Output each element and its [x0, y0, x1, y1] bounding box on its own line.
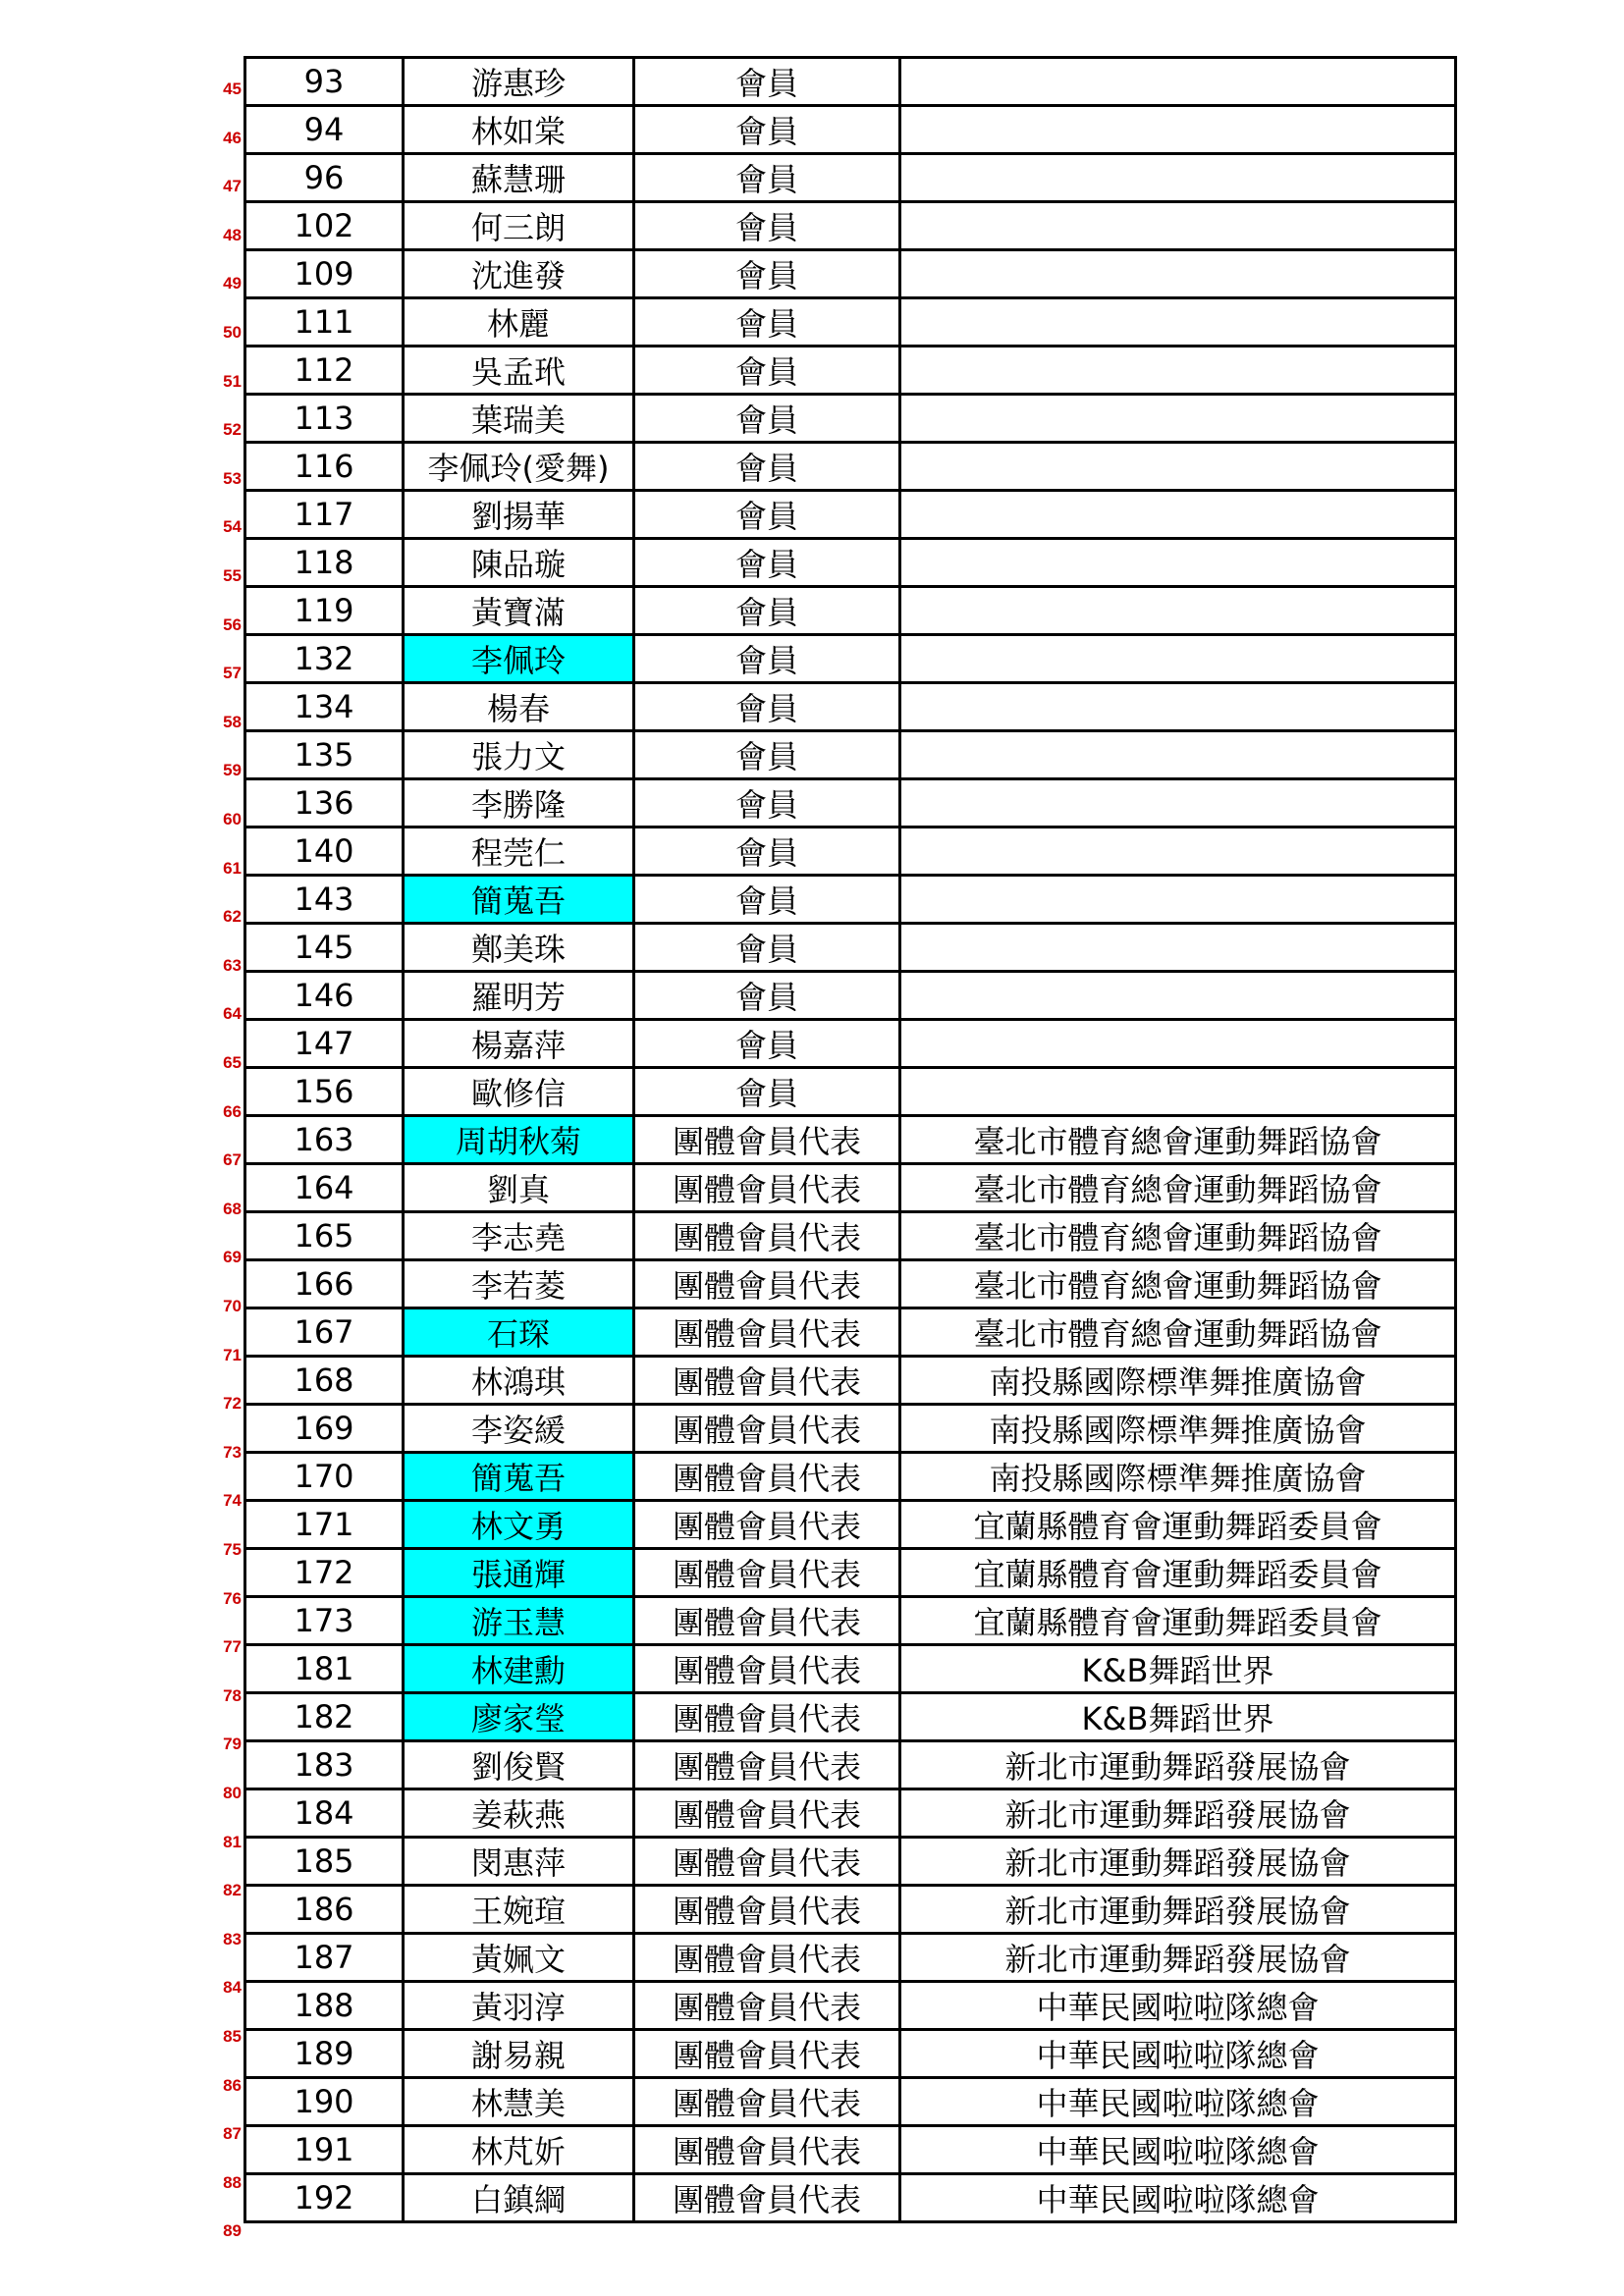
member-organization-cell — [900, 876, 1456, 924]
member-name-cell: 葉瑞美 — [404, 395, 634, 443]
spreadsheet-row-number: 79 — [223, 1735, 242, 1754]
table-row — [245, 1212, 1456, 1260]
spreadsheet-row-number: 85 — [223, 2027, 242, 2046]
member-organization-cell — [900, 250, 1456, 298]
member-role-cell: 團體會員代表 — [634, 2030, 900, 2078]
member-number-cell: 145 — [245, 924, 404, 972]
member-name-cell: 簡蒐吾 — [404, 876, 634, 924]
member-number-cell: 173 — [245, 1597, 404, 1645]
spreadsheet-row-number: 66 — [223, 1101, 242, 1121]
member-number-cell: 168 — [245, 1357, 404, 1405]
member-name-cell: 李佩玲 — [404, 635, 634, 683]
member-role-cell: 會員 — [634, 828, 900, 876]
member-role-cell: 會員 — [634, 106, 900, 154]
table-row — [245, 1501, 1456, 1549]
member-organization-cell: 新北市運動舞蹈發展協會 — [900, 1886, 1456, 1934]
member-name-cell: 姜萩燕 — [404, 1789, 634, 1838]
member-name-cell: 李志堯 — [404, 1212, 634, 1260]
table-row — [245, 1838, 1456, 1886]
member-number-cell: 166 — [245, 1260, 404, 1308]
member-name-cell: 李若菱 — [404, 1260, 634, 1308]
member-role-cell: 會員 — [634, 347, 900, 395]
member-name-cell: 李姿緩 — [404, 1405, 634, 1453]
member-name-cell: 王婉瑄 — [404, 1886, 634, 1934]
member-number-cell: 191 — [245, 2126, 404, 2174]
member-name-cell: 劉真 — [404, 1164, 634, 1212]
table-row — [245, 1789, 1456, 1838]
spreadsheet-row-number: 89 — [223, 2221, 242, 2241]
member-organization-cell: 中華民國啦啦隊總會 — [900, 2030, 1456, 2078]
spreadsheet-row-number: 55 — [223, 566, 242, 585]
member-number-cell: 181 — [245, 1645, 404, 1693]
table-row — [245, 1934, 1456, 1982]
member-role-cell: 會員 — [634, 1068, 900, 1116]
spreadsheet-row-number: 65 — [223, 1053, 242, 1072]
member-organization-cell — [900, 731, 1456, 779]
table-row — [245, 395, 1456, 443]
member-name-cell: 林文勇 — [404, 1501, 634, 1549]
member-organization-cell — [900, 154, 1456, 202]
member-role-cell: 會員 — [634, 1020, 900, 1068]
table-row — [245, 1982, 1456, 2030]
spreadsheet-row-number: 56 — [223, 614, 242, 634]
member-role-cell: 會員 — [634, 395, 900, 443]
member-organization-cell — [900, 491, 1456, 539]
member-role-cell: 會員 — [634, 587, 900, 635]
member-name-cell: 黃羽淳 — [404, 1982, 634, 2030]
member-name-cell: 林建勳 — [404, 1645, 634, 1693]
member-name-cell: 陳品璇 — [404, 539, 634, 587]
spreadsheet-row-number: 62 — [223, 907, 242, 927]
member-name-cell: 林慧美 — [404, 2078, 634, 2126]
table-row — [245, 2030, 1456, 2078]
table-row — [245, 1597, 1456, 1645]
member-number-cell: 117 — [245, 491, 404, 539]
member-role-cell: 團體會員代表 — [634, 1405, 900, 1453]
member-table-body — [245, 58, 1456, 2222]
member-name-cell: 羅明芳 — [404, 972, 634, 1020]
table-row — [245, 2174, 1456, 2222]
spreadsheet-row-number: 78 — [223, 1685, 242, 1705]
table-row — [245, 2126, 1456, 2174]
member-role-cell: 會員 — [634, 250, 900, 298]
table-row — [245, 2078, 1456, 2126]
spreadsheet-row-number: 60 — [223, 810, 242, 828]
member-name-cell: 謝易親 — [404, 2030, 634, 2078]
spreadsheet-row-number: 72 — [223, 1394, 242, 1414]
member-role-cell: 會員 — [634, 202, 900, 250]
table-row — [245, 1453, 1456, 1501]
member-name-cell: 林麗 — [404, 298, 634, 347]
member-name-cell: 林鴻琪 — [404, 1357, 634, 1405]
member-role-cell: 團體會員代表 — [634, 1838, 900, 1886]
table-row — [245, 1164, 1456, 1212]
member-name-cell: 閔惠萍 — [404, 1838, 634, 1886]
member-role-cell: 會員 — [634, 924, 900, 972]
member-number-cell: 183 — [245, 1741, 404, 1789]
table-row — [245, 443, 1456, 491]
member-organization-cell: 臺北市體育總會運動舞蹈協會 — [900, 1308, 1456, 1357]
member-number-cell: 118 — [245, 539, 404, 587]
member-number-cell: 146 — [245, 972, 404, 1020]
member-role-cell: 會員 — [634, 58, 900, 106]
spreadsheet-row-number: 68 — [223, 1199, 242, 1218]
member-name-cell: 黃寶滿 — [404, 587, 634, 635]
spreadsheet-row-number: 71 — [223, 1345, 242, 1364]
spreadsheet-row-number: 74 — [223, 1491, 242, 1511]
member-name-cell: 歐修信 — [404, 1068, 634, 1116]
member-role-cell: 團體會員代表 — [634, 1453, 900, 1501]
member-organization-cell — [900, 539, 1456, 587]
member-role-cell: 會員 — [634, 539, 900, 587]
member-number-cell: 169 — [245, 1405, 404, 1453]
member-organization-cell — [900, 972, 1456, 1020]
member-table — [244, 56, 1457, 2223]
table-row — [245, 1357, 1456, 1405]
member-number-cell: 184 — [245, 1789, 404, 1838]
member-name-cell: 石琛 — [404, 1308, 634, 1357]
member-number-cell: 119 — [245, 587, 404, 635]
member-number-cell: 113 — [245, 395, 404, 443]
spreadsheet-row-number: 82 — [223, 1881, 242, 1900]
spreadsheet-row-number: 45 — [223, 80, 242, 98]
member-organization-cell: 宜蘭縣體育會運動舞蹈委員會 — [900, 1501, 1456, 1549]
spreadsheet-row-number: 46 — [223, 128, 242, 147]
member-role-cell: 團體會員代表 — [634, 1212, 900, 1260]
spreadsheet-row-number: 51 — [223, 371, 242, 391]
member-role-cell: 會員 — [634, 972, 900, 1020]
member-role-cell: 團體會員代表 — [634, 1789, 900, 1838]
member-name-cell: 劉俊賢 — [404, 1741, 634, 1789]
member-number-cell: 102 — [245, 202, 404, 250]
table-row — [245, 1741, 1456, 1789]
spreadsheet-row-number: 77 — [223, 1637, 242, 1657]
member-organization-cell: 臺北市體育總會運動舞蹈協會 — [900, 1164, 1456, 1212]
table-row — [245, 298, 1456, 347]
member-role-cell: 團體會員代表 — [634, 2174, 900, 2222]
member-number-cell: 167 — [245, 1308, 404, 1357]
member-role-cell: 會員 — [634, 731, 900, 779]
member-role-cell: 會員 — [634, 779, 900, 828]
member-organization-cell: 臺北市體育總會運動舞蹈協會 — [900, 1260, 1456, 1308]
member-organization-cell — [900, 298, 1456, 347]
member-organization-cell — [900, 395, 1456, 443]
member-organization-cell: 新北市運動舞蹈發展協會 — [900, 1934, 1456, 1982]
member-name-cell: 劉揚華 — [404, 491, 634, 539]
table-row — [245, 491, 1456, 539]
spreadsheet-row-number: 54 — [223, 517, 242, 537]
member-organization-cell — [900, 779, 1456, 828]
member-number-cell: 163 — [245, 1116, 404, 1164]
table-row — [245, 106, 1456, 154]
table-row — [245, 779, 1456, 828]
spreadsheet-row-number: 88 — [223, 2172, 242, 2192]
table-row — [245, 202, 1456, 250]
table-row — [245, 683, 1456, 731]
table-row — [245, 924, 1456, 972]
member-organization-cell — [900, 443, 1456, 491]
table-row — [245, 828, 1456, 876]
member-number-cell: 135 — [245, 731, 404, 779]
member-number-cell: 171 — [245, 1501, 404, 1549]
spreadsheet-row-number: 61 — [223, 858, 242, 878]
member-organization-cell — [900, 924, 1456, 972]
member-number-cell: 188 — [245, 1982, 404, 2030]
member-number-cell: 192 — [245, 2174, 404, 2222]
member-name-cell: 蘇慧珊 — [404, 154, 634, 202]
member-role-cell: 團體會員代表 — [634, 1260, 900, 1308]
spreadsheet-row-number: 64 — [223, 1004, 242, 1024]
member-name-cell: 游惠珍 — [404, 58, 634, 106]
member-role-cell: 團體會員代表 — [634, 1645, 900, 1693]
spreadsheet-row-number: 83 — [223, 1929, 242, 1949]
member-organization-cell — [900, 828, 1456, 876]
spreadsheet-row-number: 59 — [223, 761, 242, 780]
table-row — [245, 587, 1456, 635]
member-number-cell: 143 — [245, 876, 404, 924]
member-name-cell: 黃姵文 — [404, 1934, 634, 1982]
spreadsheet-row-number: 52 — [223, 420, 242, 440]
member-organization-cell — [900, 587, 1456, 635]
member-name-cell: 簡蒐吾 — [404, 1453, 634, 1501]
member-organization-cell: 南投縣國際標準舞推廣協會 — [900, 1405, 1456, 1453]
member-number-cell: 187 — [245, 1934, 404, 1982]
member-number-cell: 156 — [245, 1068, 404, 1116]
spreadsheet-row-number: 50 — [223, 323, 242, 342]
member-name-cell: 鄭美珠 — [404, 924, 634, 972]
member-organization-cell: 臺北市體育總會運動舞蹈協會 — [900, 1212, 1456, 1260]
member-name-cell: 張通輝 — [404, 1549, 634, 1597]
spreadsheet-row-number: 69 — [223, 1248, 242, 1267]
member-organization-cell — [900, 347, 1456, 395]
table-row — [245, 154, 1456, 202]
spreadsheet-row-number: 73 — [223, 1442, 242, 1462]
table-row — [245, 876, 1456, 924]
table-row — [245, 58, 1456, 106]
member-number-cell: 190 — [245, 2078, 404, 2126]
spreadsheet-row-number: 81 — [223, 1832, 242, 1851]
member-number-cell: 140 — [245, 828, 404, 876]
spreadsheet-row-number: 80 — [223, 1784, 242, 1802]
member-organization-cell — [900, 1068, 1456, 1116]
member-number-cell: 112 — [245, 347, 404, 395]
member-number-cell: 147 — [245, 1020, 404, 1068]
member-role-cell: 會員 — [634, 491, 900, 539]
member-role-cell: 會員 — [634, 298, 900, 347]
table-row — [245, 539, 1456, 587]
member-number-cell: 136 — [245, 779, 404, 828]
member-organization-cell: K&B舞蹈世界 — [900, 1645, 1456, 1693]
table-row — [245, 1405, 1456, 1453]
spreadsheet-row-number: 57 — [223, 664, 242, 683]
member-role-cell: 會員 — [634, 635, 900, 683]
member-organization-cell — [900, 202, 1456, 250]
member-organization-cell: 宜蘭縣體育會運動舞蹈委員會 — [900, 1597, 1456, 1645]
member-number-cell: 111 — [245, 298, 404, 347]
spreadsheet-row-number: 84 — [223, 1978, 242, 1998]
table-row — [245, 1068, 1456, 1116]
spreadsheet-row-number: 53 — [223, 468, 242, 488]
member-number-cell: 93 — [245, 58, 404, 106]
spreadsheet-row-number: 87 — [223, 2124, 242, 2144]
table-row — [245, 1260, 1456, 1308]
table-row — [245, 1308, 1456, 1357]
member-role-cell: 會員 — [634, 443, 900, 491]
member-organization-cell — [900, 1020, 1456, 1068]
member-number-cell: 189 — [245, 2030, 404, 2078]
member-number-cell: 165 — [245, 1212, 404, 1260]
spreadsheet-row-number: 86 — [223, 2075, 242, 2095]
member-role-cell: 團體會員代表 — [634, 2078, 900, 2126]
member-name-cell: 楊嘉萍 — [404, 1020, 634, 1068]
member-organization-cell — [900, 106, 1456, 154]
table-row — [245, 250, 1456, 298]
member-name-cell: 吳孟玳 — [404, 347, 634, 395]
member-organization-cell: 南投縣國際標準舞推廣協會 — [900, 1357, 1456, 1405]
spreadsheet-row-number: 49 — [223, 274, 242, 294]
member-number-cell: 185 — [245, 1838, 404, 1886]
member-organization-cell — [900, 58, 1456, 106]
member-role-cell: 團體會員代表 — [634, 1886, 900, 1934]
member-number-cell: 186 — [245, 1886, 404, 1934]
member-role-cell: 會員 — [634, 683, 900, 731]
table-row — [245, 731, 1456, 779]
member-role-cell: 團體會員代表 — [634, 1982, 900, 2030]
table-row — [245, 1886, 1456, 1934]
member-organization-cell: 中華民國啦啦隊總會 — [900, 1982, 1456, 2030]
member-role-cell: 團體會員代表 — [634, 1693, 900, 1741]
member-name-cell: 林芃妡 — [404, 2126, 634, 2174]
member-name-cell: 何三朗 — [404, 202, 634, 250]
member-name-cell: 楊春 — [404, 683, 634, 731]
member-number-cell: 182 — [245, 1693, 404, 1741]
member-role-cell: 團體會員代表 — [634, 1741, 900, 1789]
table-row — [245, 1549, 1456, 1597]
member-role-cell: 團體會員代表 — [634, 1549, 900, 1597]
member-number-cell: 134 — [245, 683, 404, 731]
member-name-cell: 白鎮綱 — [404, 2174, 634, 2222]
member-organization-cell: 宜蘭縣體育會運動舞蹈委員會 — [900, 1549, 1456, 1597]
spreadsheet-row-number: 48 — [223, 225, 242, 244]
table-row — [245, 1116, 1456, 1164]
spreadsheet-row-number: 58 — [223, 712, 242, 731]
member-role-cell: 團體會員代表 — [634, 2126, 900, 2174]
member-number-cell: 172 — [245, 1549, 404, 1597]
table-row — [245, 1645, 1456, 1693]
member-organization-cell: 中華民國啦啦隊總會 — [900, 2174, 1456, 2222]
table-row — [245, 972, 1456, 1020]
spreadsheet-row-number: 67 — [223, 1150, 242, 1170]
member-organization-cell: 臺北市體育總會運動舞蹈協會 — [900, 1116, 1456, 1164]
member-role-cell: 團體會員代表 — [634, 1357, 900, 1405]
member-role-cell: 團體會員代表 — [634, 1164, 900, 1212]
member-organization-cell — [900, 683, 1456, 731]
member-name-cell: 林如棠 — [404, 106, 634, 154]
member-name-cell: 李佩玲(愛舞) — [404, 443, 634, 491]
member-organization-cell: 中華民國啦啦隊總會 — [900, 2078, 1456, 2126]
member-name-cell: 游玉慧 — [404, 1597, 634, 1645]
member-role-cell: 團體會員代表 — [634, 1597, 900, 1645]
member-organization-cell: 新北市運動舞蹈發展協會 — [900, 1741, 1456, 1789]
spreadsheet-row-number: 63 — [223, 955, 242, 975]
member-organization-cell: K&B舞蹈世界 — [900, 1693, 1456, 1741]
member-number-cell: 170 — [245, 1453, 404, 1501]
member-name-cell: 張力文 — [404, 731, 634, 779]
member-name-cell: 程莞仁 — [404, 828, 634, 876]
member-organization-cell — [900, 635, 1456, 683]
member-role-cell: 團體會員代表 — [634, 1934, 900, 1982]
member-organization-cell: 新北市運動舞蹈發展協會 — [900, 1838, 1456, 1886]
member-role-cell: 團體會員代表 — [634, 1116, 900, 1164]
spreadsheet-row-number: 75 — [223, 1540, 242, 1559]
table-row — [245, 347, 1456, 395]
member-name-cell: 廖家瑩 — [404, 1693, 634, 1741]
member-number-cell: 96 — [245, 154, 404, 202]
member-number-cell: 164 — [245, 1164, 404, 1212]
member-role-cell: 會員 — [634, 876, 900, 924]
member-organization-cell: 中華民國啦啦隊總會 — [900, 2126, 1456, 2174]
member-name-cell: 李勝隆 — [404, 779, 634, 828]
member-number-cell: 116 — [245, 443, 404, 491]
member-number-cell: 132 — [245, 635, 404, 683]
member-role-cell: 會員 — [634, 154, 900, 202]
table-row — [245, 1693, 1456, 1741]
member-name-cell: 周胡秋菊 — [404, 1116, 634, 1164]
member-organization-cell: 南投縣國際標準舞推廣協會 — [900, 1453, 1456, 1501]
member-role-cell: 團體會員代表 — [634, 1308, 900, 1357]
spreadsheet-row-number: 47 — [223, 177, 242, 196]
table-row — [245, 635, 1456, 683]
spreadsheet-row-number: 70 — [223, 1297, 242, 1315]
member-number-cell: 94 — [245, 106, 404, 154]
member-role-cell: 團體會員代表 — [634, 1501, 900, 1549]
table-row — [245, 1020, 1456, 1068]
member-number-cell: 109 — [245, 250, 404, 298]
member-organization-cell: 新北市運動舞蹈發展協會 — [900, 1789, 1456, 1838]
member-name-cell: 沈進發 — [404, 250, 634, 298]
spreadsheet-row-number: 76 — [223, 1588, 242, 1608]
